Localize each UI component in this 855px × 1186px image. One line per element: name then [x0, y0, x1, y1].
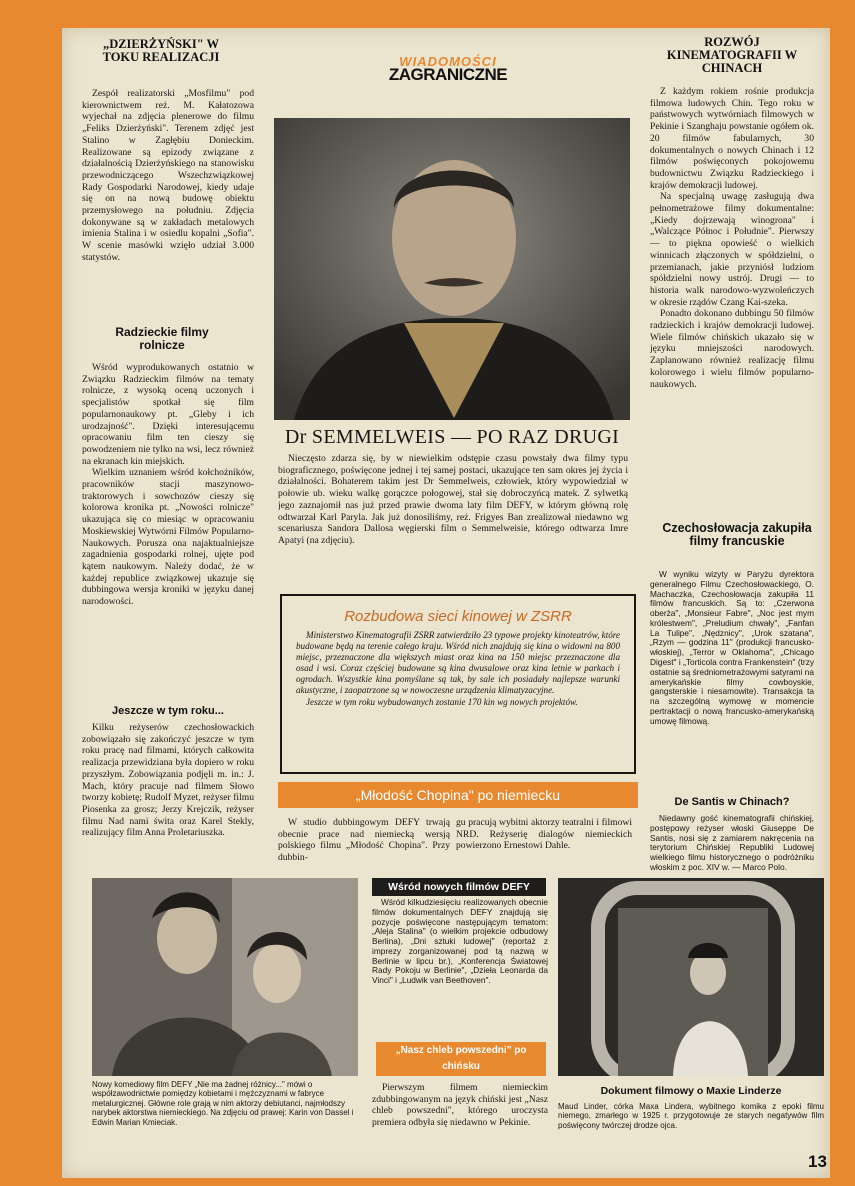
article-chiny-p2: Na specjalną uwagę zasługują dwa pełnometrażowe filmy dokumentalne: „Kiedy dojrzewają winogrona" i „Walczące Północ i Południe". Pierwszy — to piękna opowieść o wielkich winnicach złączonych w spółdzielni, o przemianach, jakie przyniósł ludziom spółdzielni nowy ustrój. Drugi — to historia walk narodowo-wyzwoleńczych w okresie rządów Czang Kai-szeka. — [650, 191, 814, 308]
magazine-page — [62, 28, 830, 1178]
box-zsrr — [280, 594, 636, 774]
photo-semmelweis-actor — [274, 118, 630, 420]
masthead-top: WIADOMOŚCI — [399, 54, 497, 69]
linder-illustration — [558, 878, 824, 1076]
article-jeszcze-body: Kilku reżyserów czechosłowackich zobowiązało się zakończyć jeszcze w tym roku pracę nad filmami, których całkowita realizacja przewidziana była dopiero w roku przyszłym. Zobowiązania podjęli m. in.: J. Mach, który pracuje nad filmem Słowo tworzy kobietę; Rudolf Myzet, reżyser filmu Piosenka za grosz; Jerzy Krejczik, reżyser filmu Nad nami świta oraz Karel Stekly, realizujący film Anna Proletariuszka. — [82, 722, 254, 839]
masthead-logo — [378, 54, 518, 98]
article-dzierzynski-body: Zespół realizatorski „Mosfilmu" pod kierownictwem reż. M. Kałatozowa wyjechał na zdjęcia plenerowe do filmu „Feliks Dzierżyński". Terenem zdjęć jest Stalino w Zagłębiu Donieckim. Realizowane są epizody związane z działalnością Dzierżyńskiego na stanowisku przewodniczącego Wszechzwiązkowej Rady Gospodarki Narodowej, kiedy udaje się on na nową budowę obiektu przemysłowego na południu. Zdjęcia dokonywane są w zakładach metalowych imienia Stalina i w osiedlu kopalni „Sofia". W scenie masówki wzięło udział 3.000 statystów. — [82, 88, 254, 263]
headline-chleb: „Nasz chleb powszedni" po chińsku — [376, 1042, 546, 1076]
box-zsrr-title: Rozbudowa sieci kinowej w ZSRR — [344, 608, 572, 625]
article-defy-films — [372, 898, 548, 1038]
page-number: 13 — [808, 1152, 827, 1171]
article-czechoslowacja — [650, 570, 814, 782]
headline-jeszcze: Jeszcze w tym roku... — [112, 705, 224, 717]
box-zsrr-p1: Ministerstwo Kinematografii ZSRR zatwierdziło 23 typowe projekty kinoteatrów, które budowane będą na terenie całego kraju. Wśród nich znajdują się kina o widowni na 800 miejsc, przeznaczone dla większych miast oraz kina na 150 miejsc przeznaczone dla osad i wsi. Coraz częściej budowane są kina dwusalowe oraz kina letnie w parkach i ogrodach. Wszystkie kina pomyślane są tak, by sale ich posiadały najlepsze warunki akustyczne, i zaopatrzone są w nowoczesne urządzenia klimatyzacyjne. — [296, 630, 620, 696]
article-chiny-p3: Ponadto dokonano dubbingu 50 filmów radzieckich i krajów demokracji ludowej. Wiele filmów chińskich ukazało się w języku mniejszości narodowych. Zaplanowano również realizację filmu kolorowego i wielu filmów popularno-naukowych. — [650, 308, 814, 390]
article-desantis — [650, 814, 814, 882]
box-zsrr-p2: Jeszcze w tym roku wybudowanych zostanie 170 kin wg nowych projektów. — [306, 696, 578, 707]
headline-defy-films: Wśród nowych filmów DEFY — [372, 878, 546, 896]
headline-dzierzynski: „DZIERŻYŃSKI" W TOKU REALIZACJI — [102, 37, 220, 65]
headline-linder: Dokument filmowy o Maxie Linderze — [600, 1085, 782, 1097]
article-defy-films-body: Wśród kilkudziesięciu realizowanych obecnie filmów dokumentalnych DEFY znajdują się pozycje poświęcone następującym tematom: „Aleja Stalina" (o wielkim projekcie odbudowy Berlina), „Dni sztuki ludowej" (reportaż z imprezy zorganizowanej pod tą nazwą w Berlinie w lipcu br.), „Konferencja Światowej Rady Pokoju w Berlinie", „Dzieła Leonarda da Vinci" i „Ludwik van Beethoven". — [372, 898, 548, 986]
photo-defy-comedy — [92, 878, 358, 1076]
article-chleb-body: Pierwszym filmem niemieckim zdubbingowanym na język chiński jest „Nasz chleb powszedni", którego uroczysta premiera odbyła się niedawno w Pekinie. — [372, 1082, 548, 1129]
article-semmelweis-body: Nieczęsto zdarza się, by w niewielkim odstępie czasu powstały dwa filmy typu biograficznego, poświęcone jednej i tej samej postaci, ukazujące ten sam okres jej życia i działalności. Bohaterem takim jest Dr Semmelweis, człowiek, który wypowiedział w połowie ub. wieku walkę gorączce połogowej, stał się dobroczyńcą matek. Z sylwetką jego zaznajomił nas już przed prawie dwoma laty film DEFY, w którym główną rolę odtwarzał Karl Paryla. Jak już donosiliśmy, reż. Frigyes Ban zrealizował niedawno wg scenariusza Sandora Dallosa węgierski film o Semmelweisie, którego odtwarza Imre Apatyi (na zdjęciu). — [278, 453, 628, 546]
headline-chopin: „Młodość Chopina" po niemiecku — [278, 782, 638, 808]
article-jeszcze — [82, 722, 254, 876]
article-chleb — [372, 1082, 548, 1142]
headline-chiny: ROZWÓJ KINEMATOGRAFII W CHINACH — [666, 35, 798, 76]
article-rolnicze — [82, 362, 254, 702]
article-semmelweis — [278, 453, 628, 615]
article-desantis-body: Niedawny gość kinematografii chińskiej, postępowy reżyser włoski Giuseppe De Santis, nosi się z zamiarem nakręcenia na terytorium Chińskiej Republiki Ludowej wielkiego filmu historycznego o podróżniku włoskim z poc. XIV w. — Marco Polo. — [650, 814, 814, 872]
masthead-bottom: ZAGRANICZNE — [388, 65, 508, 84]
article-chopin-right-body: gu pracują wybitni aktorzy teatralni i filmowi NRD. Reżyserię dialogów niemieckich powierzono Ernestowi Dahle. — [456, 817, 632, 852]
article-linder-body: Maud Linder, córka Maxa Lindera, wybitnego komika z epoki filmu niemego, zmarłego w 1925 r. przygotowuje ze starych negatywów film poświęcony twórczej drodze ojca. — [558, 1102, 824, 1130]
headline-rolnicze: Radzieckie filmy rolnicze — [115, 325, 209, 352]
article-chopin-right — [456, 817, 632, 869]
headline-semmelweis: Dr SEMMELWEIS — PO RAZ DRUGI — [284, 426, 620, 448]
article-chiny-p1: Z każdym rokiem rośnie produkcja filmowa ludowych Chin. Tego roku w państwowych wytwórniach filmowych w Pekinie i Szanghaju powstanie ogółem ok. 20 filmów fabularnych, 30 dokumentalnych o nowych Chinach i 12 filmów poświęconych pokojowemu budownictwu Związku Radzieckiego i krajów demokracji ludowej. — [650, 86, 814, 191]
article-czechoslowacja-body: W wyniku wizyty w Paryżu dyrektora generalnego Filmu Czechosłowackiego, O. Machaczka, Czechosłowacja zakupiła 11 filmów francuskich. Są to: „Czerwona oberża", „Monsieur Fabre", „Noc jest mym królestwem", „Preludium chwały", „Fanfan La Tulipe", „Nędznicy", „Urok szatana", „Rzym — godzina 11" (produkcji francusko-włoskiej), „Terror w Oklahoma", „Chicago Digest" i „Torticola contra Frankenstein" (trzy ostatnie są średniometrażowymi satyrami na amerykańskie filmy cowboyskie, gangsterskie i niesamowite). Transakcja ta na szczególną wymowę w momencie pertraktacji o nową francusko-amerykańską umowę filmową. — [650, 570, 814, 726]
portrait-illustration — [274, 118, 630, 420]
article-rolnicze-p2: Wielkim uznaniem wśród kołchoźników, pracowników stacji maszynowo-traktorowych i sowchozów cieszy się kolorowa kronika pt. „Nowości rolnicze" ukazująca się co miesiąc w opracowaniu Moskiewskiej Wytwórni Filmów Popularno-Naukowych. Porusza ona najaktualniejsze zagadnienia gospodarki rolnej, ujęte pod kątem naukowym. Należy dodać, że w każdej republice związkowej ukazuje się dubbingowa wersja kroniki w języku danej narodowości. — [82, 467, 254, 608]
article-chopin-left — [278, 817, 450, 869]
photo-max-linder — [558, 878, 824, 1076]
headline-desantis: De Santis w Chinach? — [674, 796, 790, 808]
article-dzierzynski — [82, 88, 254, 323]
article-chopin-left-body: W studio dubbingowym DEFY trwają obecnie prace nad niemiecką wersją polskiego filmu „Młodość Chopina". Przy dubbin- — [278, 817, 450, 864]
article-linder — [558, 1102, 824, 1146]
caption-defy-comedy: Nowy komediowy film DEFY „Nie ma żadnej różnicy..." mówi o współzawodnictwie pomiędzy kobietami i mężczyznami w fabryce metalurgicznej. Główne role grają w nim aktorzy debiutanci, najmłodszy narybek aktorstwa niemieckiego. Na zdjęciu od prawej: Karin von Dassel i Edwin Marian Kmieciak. — [92, 1080, 354, 1127]
headline-czechoslowacja: Czechosłowacja zakupiła filmy francuskie — [662, 521, 812, 549]
article-chiny — [650, 86, 814, 518]
couple-illustration — [92, 878, 358, 1076]
article-rolnicze-p1: Wśród wyprodukowanych ostatnio w Związku Radzieckim filmów na tematy rolnicze, z wysoką oceną uczonych i specjalistów spotkał się film popularnonaukowy pt. „Gleby i ich urodzajność". Dzięki interesującemu opracowaniu film ten cieszy się powodzeniem nie tylko na wsi, lecz również na ekranach kin miejskich. — [82, 362, 254, 467]
box-zsrr-body — [296, 630, 620, 765]
